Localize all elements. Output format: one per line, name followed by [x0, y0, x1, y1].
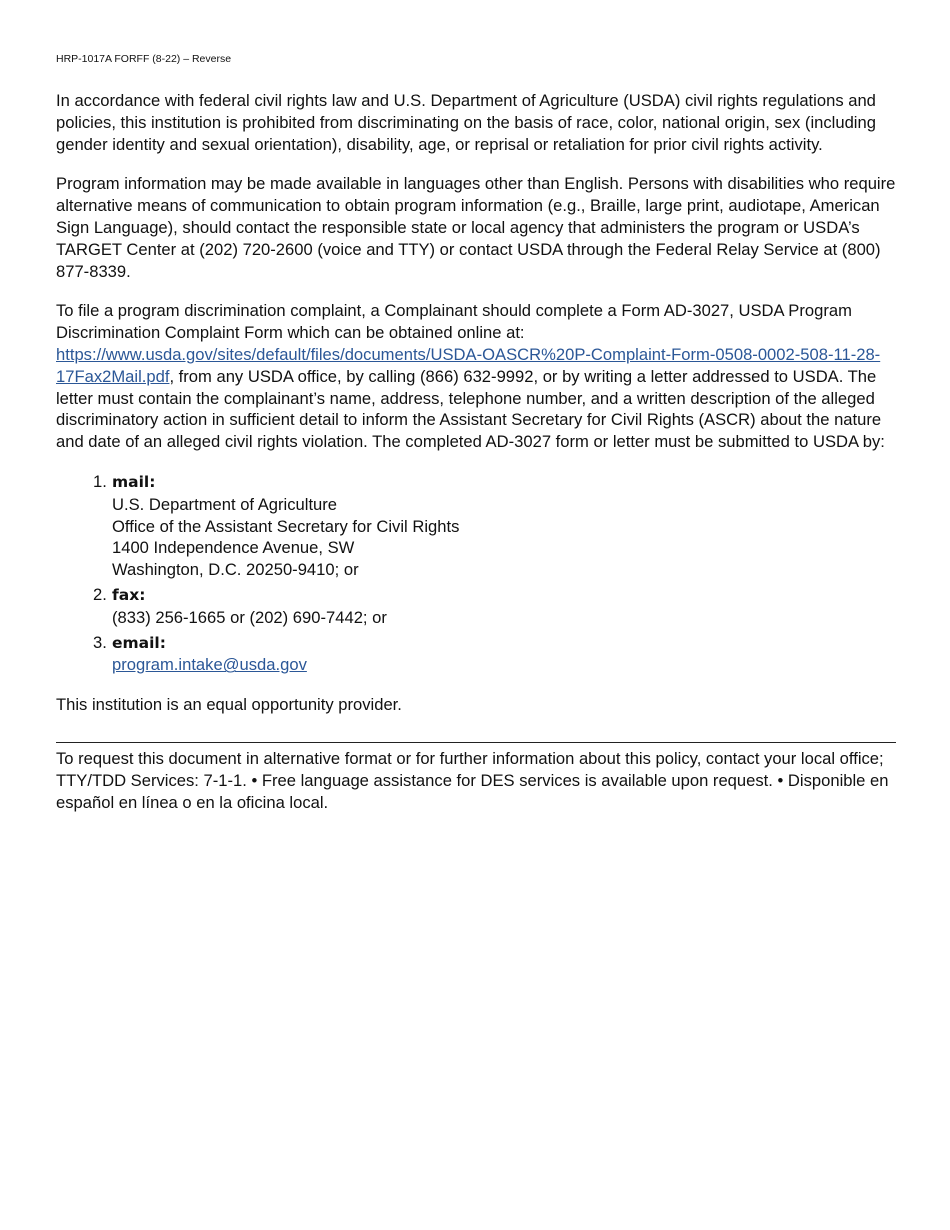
mail-address-line: Office of the Assistant Secretary for Civil Rights — [112, 516, 460, 536]
complaint-paragraph — [56, 300, 896, 453]
complaint-form-link[interactable]: https://www.usda.gov/sites/default/files/documents/USDA-OASCR%20P-Complaint-Form-0508-0002-508-11-28-17Fax2Mail.pdf — [56, 344, 881, 386]
mail-label: mail: — [112, 472, 156, 491]
list-number: 1. — [93, 471, 107, 491]
email-label: email: — [112, 633, 166, 652]
mail-address-line: Washington, D.C. 20250-9410; or — [112, 560, 359, 580]
footer-notice: To request this document in alternative format or for further information about this policy, contact your local office; TTY/TDD Services: 7-1-1. • Free language assistance for DES services is available upon request. • Disponible en español en línea o en la oficina local. — [56, 748, 889, 812]
complaint-instructions-text: , from any USDA office, by calling (866) 632-9992, or by writing a letter addressed to USDA. The letter must contain the complainant’s name, address, telephone number, and a written description of the alleged discriminatory action in sufficient detail to inform the Assistant Secretary for Civil Rights (ASCR) about the nature and date of an alleged civil rights violation. The completed AD-3027 form or letter must be submitted to USDA by: — [56, 366, 885, 452]
form-id: HRP-1017A FORFF (8-22) – Reverse — [56, 53, 232, 65]
email-link[interactable]: program.intake@usda.gov — [112, 655, 307, 675]
fax-numbers: (833) 256-1665 or (202) 690-7442; or — [112, 607, 387, 627]
complaint-intro-text: To file a program discrimination complaint, a Complainant should complete a Form AD-3027, USDA Program Discrimination Complaint Form which can be obtained online at: — [56, 301, 852, 343]
list-item-mail — [93, 471, 896, 581]
list-item-email — [93, 632, 896, 677]
mail-address-line: 1400 Independence Avenue, SW — [112, 538, 355, 558]
civil-rights-paragraph: In accordance with federal civil rights law and U.S. Department of Agriculture (USDA) civil rights regulations and policies, this institution is prohibited from discriminating on the basis of race, color, national origin, sex (including gender identity and sexual orientation), disability, age, or reprisal or retaliation for prior civil rights activity. — [56, 91, 876, 154]
submission-methods-list — [56, 471, 896, 676]
list-number: 3. — [93, 632, 107, 652]
fax-label: fax: — [112, 585, 146, 604]
list-number: 2. — [93, 584, 107, 604]
document-body — [56, 90, 896, 831]
divider — [56, 742, 896, 743]
list-item-fax — [93, 584, 896, 629]
language-access-paragraph: Program information may be made available in languages other than English. Persons with disabilities who require alternative means of communication to obtain program information (e.g., Braille, large print, audiotape, American Sign Language), should contact the responsible state or local agency that administers the program or USDA’s TARGET Center at (202) 720-2600 (voice and TTY) or contact USDA through the Federal Relay Service at (800) 877-8339. — [56, 174, 896, 281]
mail-address-line: U.S. Department of Agriculture — [112, 494, 338, 514]
equal-opportunity-statement: This institution is an equal opportunity provider. — [56, 695, 402, 715]
